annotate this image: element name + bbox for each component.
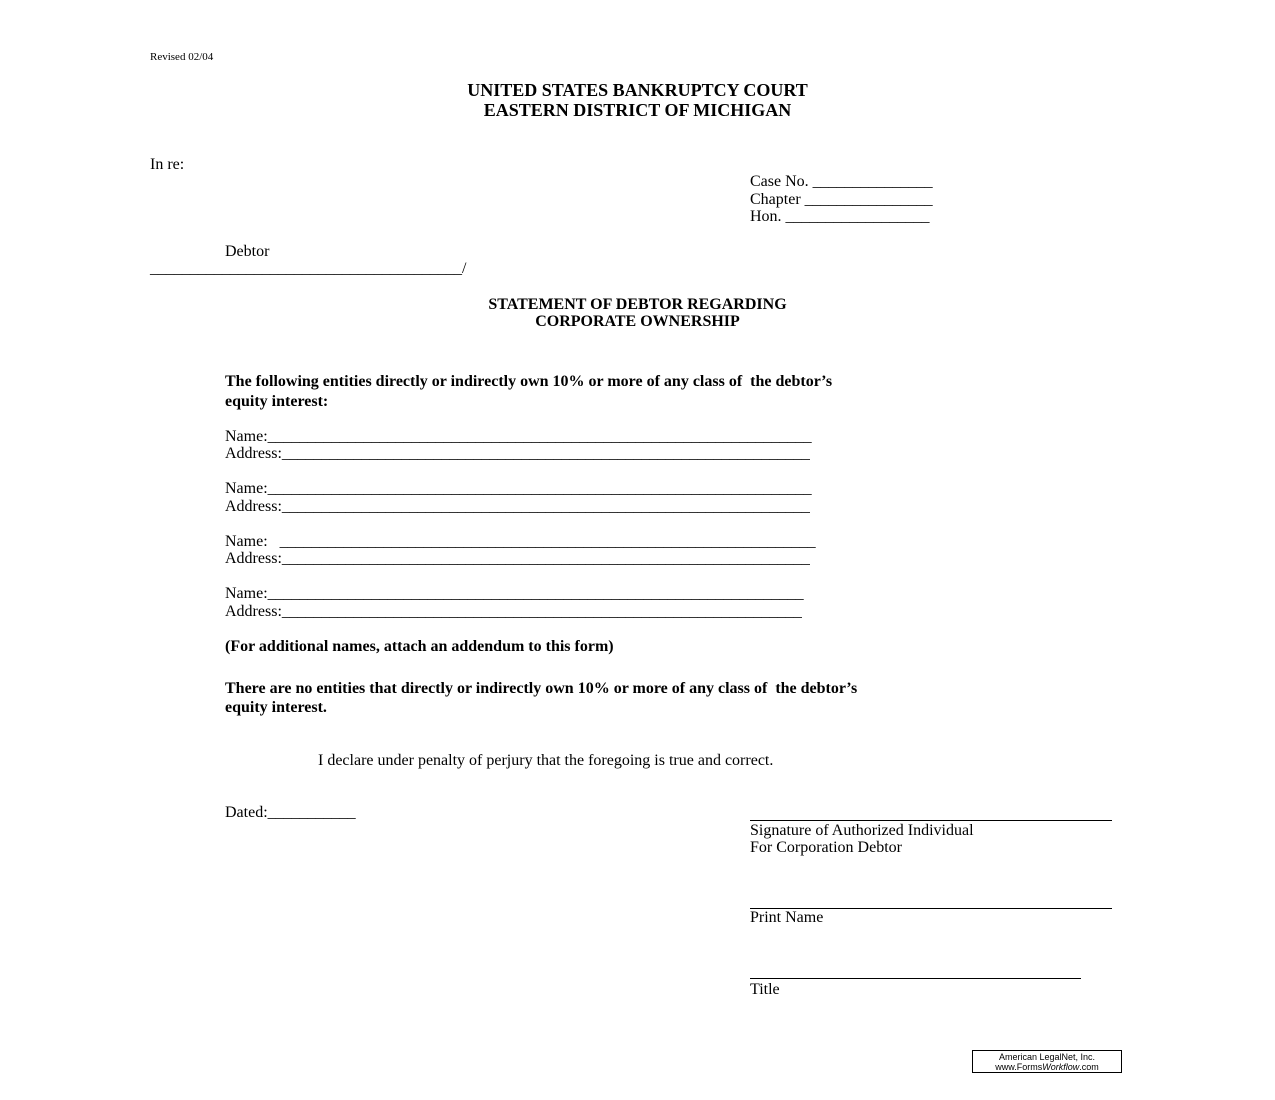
- revision-date: Revised 02/04: [150, 51, 214, 63]
- publisher-badge: [972, 1050, 1122, 1073]
- publisher-url-italic: Workflow: [1042, 1062, 1080, 1072]
- print-name-label: Print Name: [750, 909, 824, 926]
- in-re-label: In re:: [150, 156, 185, 173]
- entity-2-address-field[interactable]: Address:__________________________________________________________________: [225, 498, 810, 515]
- title-label: Title: [750, 981, 780, 998]
- chapter-field[interactable]: Chapter ________________: [750, 191, 933, 208]
- publisher-url: [973, 1062, 1121, 1072]
- signature-label-line1: Signature of Authorized Individual: [750, 822, 974, 839]
- addendum-note: (For additional names, attach an addendum to this form): [225, 638, 614, 655]
- publisher-name: American LegalNet, Inc.: [998, 1052, 1096, 1062]
- debtor-label: Debtor: [225, 243, 270, 260]
- court-name: UNITED STATES BANKRUPTCY COURT: [467, 80, 808, 100]
- publisher-url-suffix: .com: [1079, 1062, 1099, 1072]
- entity-2-name-field[interactable]: Name:____________________________________________________________________: [225, 480, 812, 497]
- court-district: EASTERN DISTRICT OF MICHIGAN: [483, 100, 792, 120]
- entity-1-address-field[interactable]: Address:__________________________________________________________________: [225, 445, 810, 462]
- signature-line[interactable]: [750, 820, 1112, 821]
- no-entities-statement-line2: equity interest.: [225, 699, 327, 716]
- entity-4-name-field[interactable]: Name:___________________________________________________________________: [225, 585, 804, 602]
- dated-field[interactable]: Dated:___________: [225, 804, 356, 821]
- entity-1-name-field[interactable]: Name:____________________________________________________________________: [225, 428, 812, 445]
- entity-4-address-field[interactable]: Address:_________________________________________________________________: [225, 603, 802, 620]
- owners-statement-line1: The following entities directly or indirectly own 10% or more of any class of the debtor’s: [225, 373, 833, 390]
- judge-field[interactable]: Hon. __________________: [750, 208, 930, 225]
- owners-statement-line2: equity interest:: [225, 393, 329, 410]
- perjury-declaration: I declare under penalty of perjury that the foregoing is true and correct.: [318, 752, 774, 769]
- form-title-line1: STATEMENT OF DEBTOR REGARDING: [488, 296, 787, 313]
- no-entities-statement-line1: There are no entities that directly or indirectly own 10% or more of any class of the debtor’s: [225, 680, 858, 697]
- title-line[interactable]: [750, 978, 1081, 979]
- entity-3-name-field[interactable]: Name: ___________________________________________________________________: [225, 533, 816, 550]
- entity-3-address-field[interactable]: Address:__________________________________________________________________: [225, 550, 810, 567]
- case-number-field[interactable]: Case No. _______________: [750, 173, 933, 190]
- publisher-url-prefix: www.Forms: [995, 1062, 1043, 1072]
- debtor-name-line[interactable]: _______________________________________/: [150, 260, 467, 277]
- signature-label-line2: For Corporation Debtor: [750, 839, 902, 856]
- form-title-line2: CORPORATE OWNERSHIP: [535, 313, 740, 330]
